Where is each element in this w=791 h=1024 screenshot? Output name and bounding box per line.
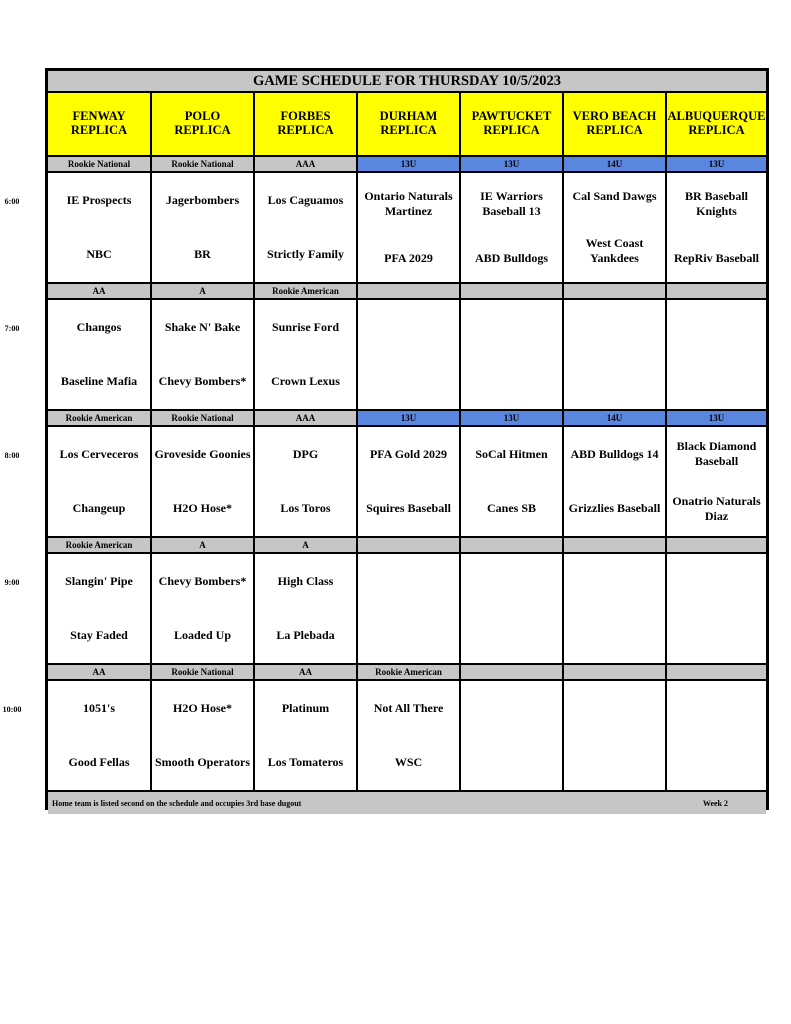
division-label: Rookie American	[48, 538, 152, 554]
home-team: Los Tomateros	[267, 755, 344, 770]
home-team: PFA 2029	[384, 251, 433, 265]
time-label: 6:00	[4, 197, 20, 206]
game-cell	[152, 681, 255, 792]
away-team: High Class	[277, 573, 334, 588]
field-type: REPLICA	[174, 123, 231, 137]
field-header	[667, 93, 766, 157]
field-type: REPLICA	[483, 123, 540, 137]
away-team: Changos	[76, 319, 122, 334]
game-cell	[667, 554, 766, 665]
field-name: FORBES	[280, 109, 331, 124]
game-cell	[152, 300, 255, 411]
division-label: Rookie National	[48, 157, 152, 173]
game-cell	[255, 427, 358, 538]
away-team: Platinum	[281, 700, 330, 715]
field-name: PAWTUCKET	[471, 109, 552, 124]
away-team: BR Baseball Knights	[684, 189, 748, 218]
division-label: Rookie American	[358, 665, 461, 681]
home-team: Canes SB	[486, 501, 536, 516]
division-label	[564, 284, 667, 300]
game-cell	[564, 427, 667, 538]
home-team: Los Toros	[280, 501, 331, 516]
game-cell	[358, 681, 461, 792]
week-label: Week 2	[702, 798, 728, 808]
division-label: AAA	[255, 157, 358, 173]
game-cell	[358, 427, 461, 538]
field-name: VERO BEACH	[572, 109, 657, 124]
game-cell	[667, 681, 766, 792]
field-name: POLO	[184, 109, 221, 124]
division-label	[461, 538, 564, 554]
away-team: IE Warriors Baseball 13	[480, 189, 543, 218]
division-label: 13U	[358, 411, 461, 427]
division-label: AA	[48, 665, 152, 681]
away-team: Shake N' Bake	[164, 319, 241, 334]
away-team: Ontario Naturals Martinez	[364, 189, 453, 218]
division-label: 14U	[564, 411, 667, 427]
game-cell	[358, 554, 461, 665]
division-label: 14U	[564, 157, 667, 173]
game-cell	[667, 300, 766, 411]
division-label: 13U	[667, 157, 766, 173]
division-label: Rookie American	[255, 284, 358, 300]
game-cell	[358, 173, 461, 284]
home-team: Squires Baseball	[366, 501, 451, 516]
home-team: West Coast Yankdees	[585, 236, 644, 265]
game-cell	[48, 173, 152, 284]
away-team: Jagerbombers	[165, 192, 240, 207]
game-cell	[152, 427, 255, 538]
division-label	[564, 665, 667, 681]
home-team: Onatrio Naturals Diaz	[672, 493, 761, 523]
time-label: 7:00	[4, 324, 20, 333]
division-label	[461, 665, 564, 681]
away-team: Slangin' Pipe	[65, 573, 133, 588]
away-team: Sunrise Ford	[271, 319, 339, 334]
game-cell	[461, 300, 564, 411]
division-label: A	[152, 284, 255, 300]
field-name: DURHAM	[379, 109, 438, 124]
division-label: 13U	[667, 411, 766, 427]
game-cell	[152, 173, 255, 284]
game-cell	[48, 300, 152, 411]
away-team: IE Prospects	[66, 192, 132, 207]
schedule-footer	[48, 792, 766, 814]
division-label: Rookie National	[152, 411, 255, 427]
away-team: Not All There	[373, 700, 444, 715]
game-cell	[48, 681, 152, 792]
away-team: H2O Hose*	[173, 700, 232, 715]
game-cell	[564, 173, 667, 284]
away-team: Los Caguamos	[267, 192, 344, 207]
home-team: WSC	[394, 755, 423, 770]
away-team: Groveside Goonies	[154, 446, 251, 461]
field-header	[461, 93, 564, 157]
field-name: FENWAY	[72, 109, 126, 124]
division-label: 13U	[461, 157, 564, 173]
division-label	[667, 284, 766, 300]
division-label	[461, 284, 564, 300]
division-label	[358, 538, 461, 554]
away-team: Chevy Bombers*	[158, 573, 247, 588]
home-team: ABD Bulldogs	[474, 251, 549, 265]
time-label: 9:00	[4, 578, 20, 587]
home-team: La Plebada	[276, 628, 335, 643]
home-team: Strictly Family	[267, 247, 344, 262]
home-team: Smooth Operators	[155, 755, 250, 770]
away-team: ABD Bulldogs 14	[570, 446, 659, 461]
home-team: BR	[194, 247, 211, 262]
home-team: Stay Faded	[70, 628, 128, 643]
game-cell	[255, 173, 358, 284]
home-team: NBC	[86, 247, 112, 262]
field-header	[152, 93, 255, 157]
home-team: Baseline Mafia	[60, 374, 138, 389]
schedule-table	[2, 68, 769, 810]
game-cell	[667, 173, 766, 284]
home-team: Good Fellas	[68, 755, 130, 770]
division-label: Rookie National	[152, 157, 255, 173]
game-cell	[255, 300, 358, 411]
game-cell	[564, 554, 667, 665]
division-label	[667, 665, 766, 681]
field-type: REPLICA	[70, 123, 128, 137]
away-team: SoCal Hitmen	[475, 446, 548, 461]
footer-note: Home team is listed second on the schedule and occupies 3rd base dugout	[52, 798, 302, 808]
division-label: AA	[48, 284, 152, 300]
division-label: AAA	[255, 411, 358, 427]
away-team: PFA Gold 2029	[369, 446, 448, 461]
home-team: Grizzlies Baseball	[568, 501, 661, 516]
game-cell	[564, 681, 667, 792]
field-type: REPLICA	[586, 123, 643, 137]
division-label: A	[152, 538, 255, 554]
division-label	[358, 284, 461, 300]
division-label: A	[255, 538, 358, 554]
away-team: DPG	[292, 446, 319, 461]
away-team: 1051's	[82, 700, 115, 715]
division-label	[564, 538, 667, 554]
game-cell	[255, 681, 358, 792]
time-label: 8:00	[4, 451, 20, 460]
game-cell	[461, 427, 564, 538]
home-team: H2O Hose*	[173, 501, 232, 516]
time-label: 10:00	[2, 705, 22, 714]
game-cell	[461, 681, 564, 792]
game-cell	[48, 427, 152, 538]
division-label: AA	[255, 665, 358, 681]
field-header	[255, 93, 358, 157]
game-cell	[564, 300, 667, 411]
home-team: RepRiv Baseball	[673, 251, 759, 265]
home-team: Crown Lexus	[271, 374, 340, 389]
division-label: Rookie National	[152, 665, 255, 681]
game-cell	[461, 173, 564, 284]
division-label: 13U	[358, 157, 461, 173]
away-team: Cal Sand Dawgs	[572, 189, 657, 203]
away-team: Black Diamond Baseball	[676, 439, 757, 469]
division-label	[667, 538, 766, 554]
home-team: Loaded Up	[173, 628, 232, 643]
field-type: REPLICA	[380, 123, 437, 137]
away-team: Los Cerveceros	[59, 446, 139, 461]
field-header	[48, 93, 152, 157]
field-type: REPLICA	[688, 123, 745, 137]
game-cell	[461, 554, 564, 665]
division-label: Rookie American	[48, 411, 152, 427]
home-team: Changeup	[72, 501, 126, 516]
field-header	[564, 93, 667, 157]
home-team: Chevy Bombers*	[158, 374, 247, 389]
game-cell	[358, 300, 461, 411]
game-cell	[152, 554, 255, 665]
game-cell	[255, 554, 358, 665]
game-cell	[667, 427, 766, 538]
game-cell	[48, 554, 152, 665]
field-type: REPLICA	[277, 123, 334, 137]
field-name: ALBUQUERQUE	[667, 109, 766, 124]
schedule-title: GAME SCHEDULE FOR THURSDAY 10/5/2023	[48, 71, 766, 93]
field-header	[358, 93, 461, 157]
division-label: 13U	[461, 411, 564, 427]
